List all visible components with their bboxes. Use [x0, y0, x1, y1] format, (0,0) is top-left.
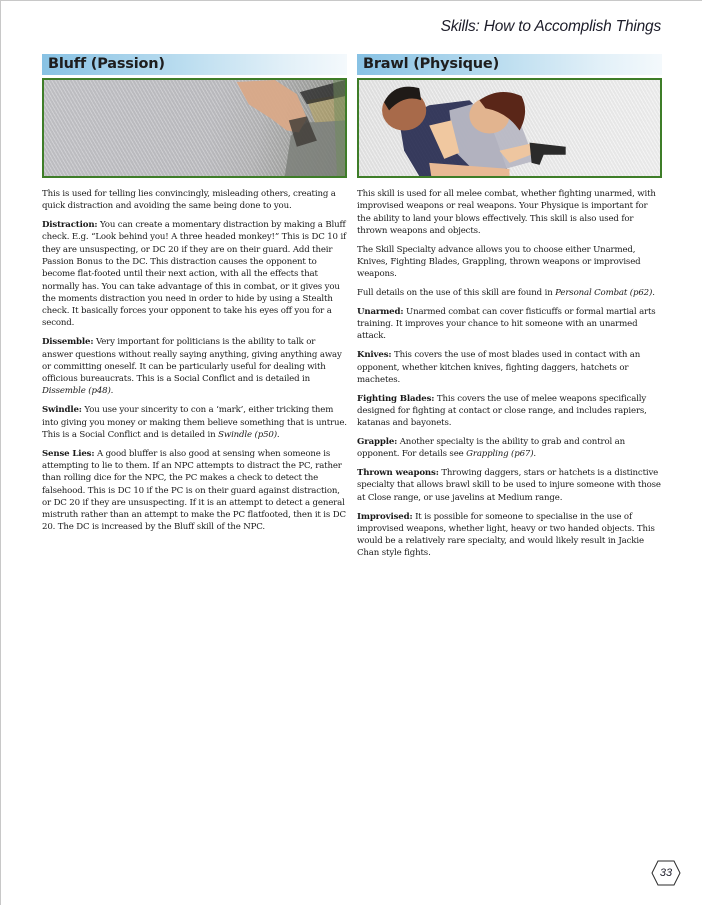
entry-text: Throwing daggers, stars or hatchets is a distinctive specialty that allows brawl skill to be used to injure someone with those at Close range, or use javelins at Medium range.: [357, 468, 661, 503]
page-reference: Grappling (p67): [466, 449, 534, 460]
brawl-details-note: [357, 287, 662, 299]
page-edge-left: [0, 0, 1, 905]
section-title-bluff: Bluff (Passion): [42, 54, 347, 75]
entry-swindle: [42, 404, 347, 441]
entry-text: Very important for politicians is the ability to talk or answer questions without really saying anything, giving anything away or committing oneself. It can be particularly useful for dealing with officious bureaucrats. This is a Social Conflict and is detailed in: [42, 337, 342, 385]
bluff-body: [42, 188, 347, 534]
page-reference: Swindle (p50): [218, 429, 277, 440]
term-label: Thrown weapons:: [357, 468, 439, 479]
entry-text: Unarmed combat can cover fisticuffs or formal martial arts training. It improves your chance to hit someone with an unarmed attack.: [357, 306, 656, 342]
page-reference: Dissemble (p48): [42, 386, 111, 397]
paragraph-text: Full details on the use of this skill are found in: [357, 288, 556, 299]
brawl-intro: [357, 188, 662, 237]
entry-tail: .: [276, 429, 280, 440]
entry-text: You can create a momentary distraction by making a Bluff check. E.g. “Look behind you! A three headed monkey!” This is DC 10 if they are unsuspecting, or DC 20 if they are on their guard. Add their Passion Bonus to the DC. This distraction causes the opponent to become flat-footed until their next action, with all the effects that normally has. You can take advantage of this in combat, or it gives you the moments distraction you need in order to hide by using a Stealth check. It basically forces your opponent to take his eyes off you for a second.: [42, 220, 347, 329]
bluff-section: [42, 54, 347, 540]
brawl-specialty-note: [357, 244, 662, 281]
term-label: Knives:: [357, 350, 392, 361]
entry-sense-lies: [42, 448, 347, 534]
entry-text: It is possible for someone to specialise in the use of improvised weapons, whether light, heavy or two handed objects. This would be a relatively rare specialty, and would likely result in Jackie Chan style fights.: [357, 511, 655, 559]
term-label: Sense Lies:: [42, 448, 95, 459]
brawl-illustration: [357, 78, 662, 178]
brawl-body: [357, 188, 662, 560]
entry-tail: .: [110, 386, 114, 397]
brawl-section: [357, 54, 662, 566]
section-title-brawl: Brawl (Physique): [357, 54, 662, 75]
term-label: Unarmed:: [357, 306, 404, 317]
entry-text: Another specialty is the ability to grab and control an opponent. For details see: [357, 437, 626, 460]
page-number: 33: [659, 867, 673, 879]
entry-unarmed: [357, 306, 662, 343]
bluff-intro: This is used for telling lies convincingly, misleading others, creating a quick distraction and avoiding the same being done to you.: [42, 189, 336, 212]
entry-text: This covers the use of most blades used in contact with an opponent, whether kitchen knives, fighting daggers, hatchets or machetes.: [357, 350, 641, 385]
term-label: Grapple:: [357, 437, 398, 448]
pocket-hand-graphic: [44, 80, 345, 176]
paragraph-tail: .: [652, 288, 655, 299]
entry-fighting-blades: [357, 393, 662, 430]
entry-distraction: [42, 219, 347, 330]
bluff-illustration: [42, 78, 347, 178]
entry-thrown-weapons: [357, 467, 662, 504]
page-number-badge: [651, 860, 681, 886]
entry-text: This covers the use of melee weapons specifically designed for fighting at contact or close range, and includes rapiers, katanas and bayonets.: [357, 393, 647, 429]
paragraph-text: The Skill Specialty advance allows you to choose either Unarmed, Knives, Fighting Blades, Grappling, thrown weapons or improvised weapons.: [357, 244, 641, 280]
page-reference: Personal Combat (p62): [555, 288, 653, 299]
entry-knives: [357, 349, 662, 386]
paragraph-text: This skill is used for all melee combat, whether fighting unarmed, with improvised weapons or real weapons. Your Physique is important for the ability to land your blows effectively. This skill is also used for thrown weapons and objects.: [357, 189, 656, 236]
grapple-scene-graphic: [359, 80, 660, 176]
term-label: Dissemble:: [42, 337, 94, 348]
term-label: Distraction:: [42, 220, 98, 231]
page-edge-top: [0, 0, 702, 1]
entry-improvised: [357, 511, 662, 560]
entry-text: You use your sincerity to con a ‘mark’, either tricking them into giving you money or making them believe something that is untrue. This is a Social Conflict and is detailed in: [42, 405, 347, 440]
entry-tail: .: [533, 449, 537, 460]
term-label: Improvised:: [357, 511, 413, 522]
term-label: Swindle:: [42, 405, 82, 416]
entry-grapple: [357, 436, 662, 461]
entry-text: A good bluffer is also good at sensing when someone is attempting to lie to them. If an NPC attempts to distract the PC, rather than rolling dice for the NPC, the PC makes a check to detect the falsehood. This is DC 10 if the PC is on their guard against distraction, or DC 20 if they are unsuspecting. If it is an attempt to detect a general mistruth rather than an attempt to make the PC flatfooted, then it is DC 20. The DC is increased by the Bluff skill of the NPC.: [42, 448, 346, 533]
term-label: Fighting Blades:: [357, 393, 435, 404]
running-head: Skills: How to Accomplish Things: [440, 18, 661, 35]
entry-dissemble: [42, 336, 347, 397]
